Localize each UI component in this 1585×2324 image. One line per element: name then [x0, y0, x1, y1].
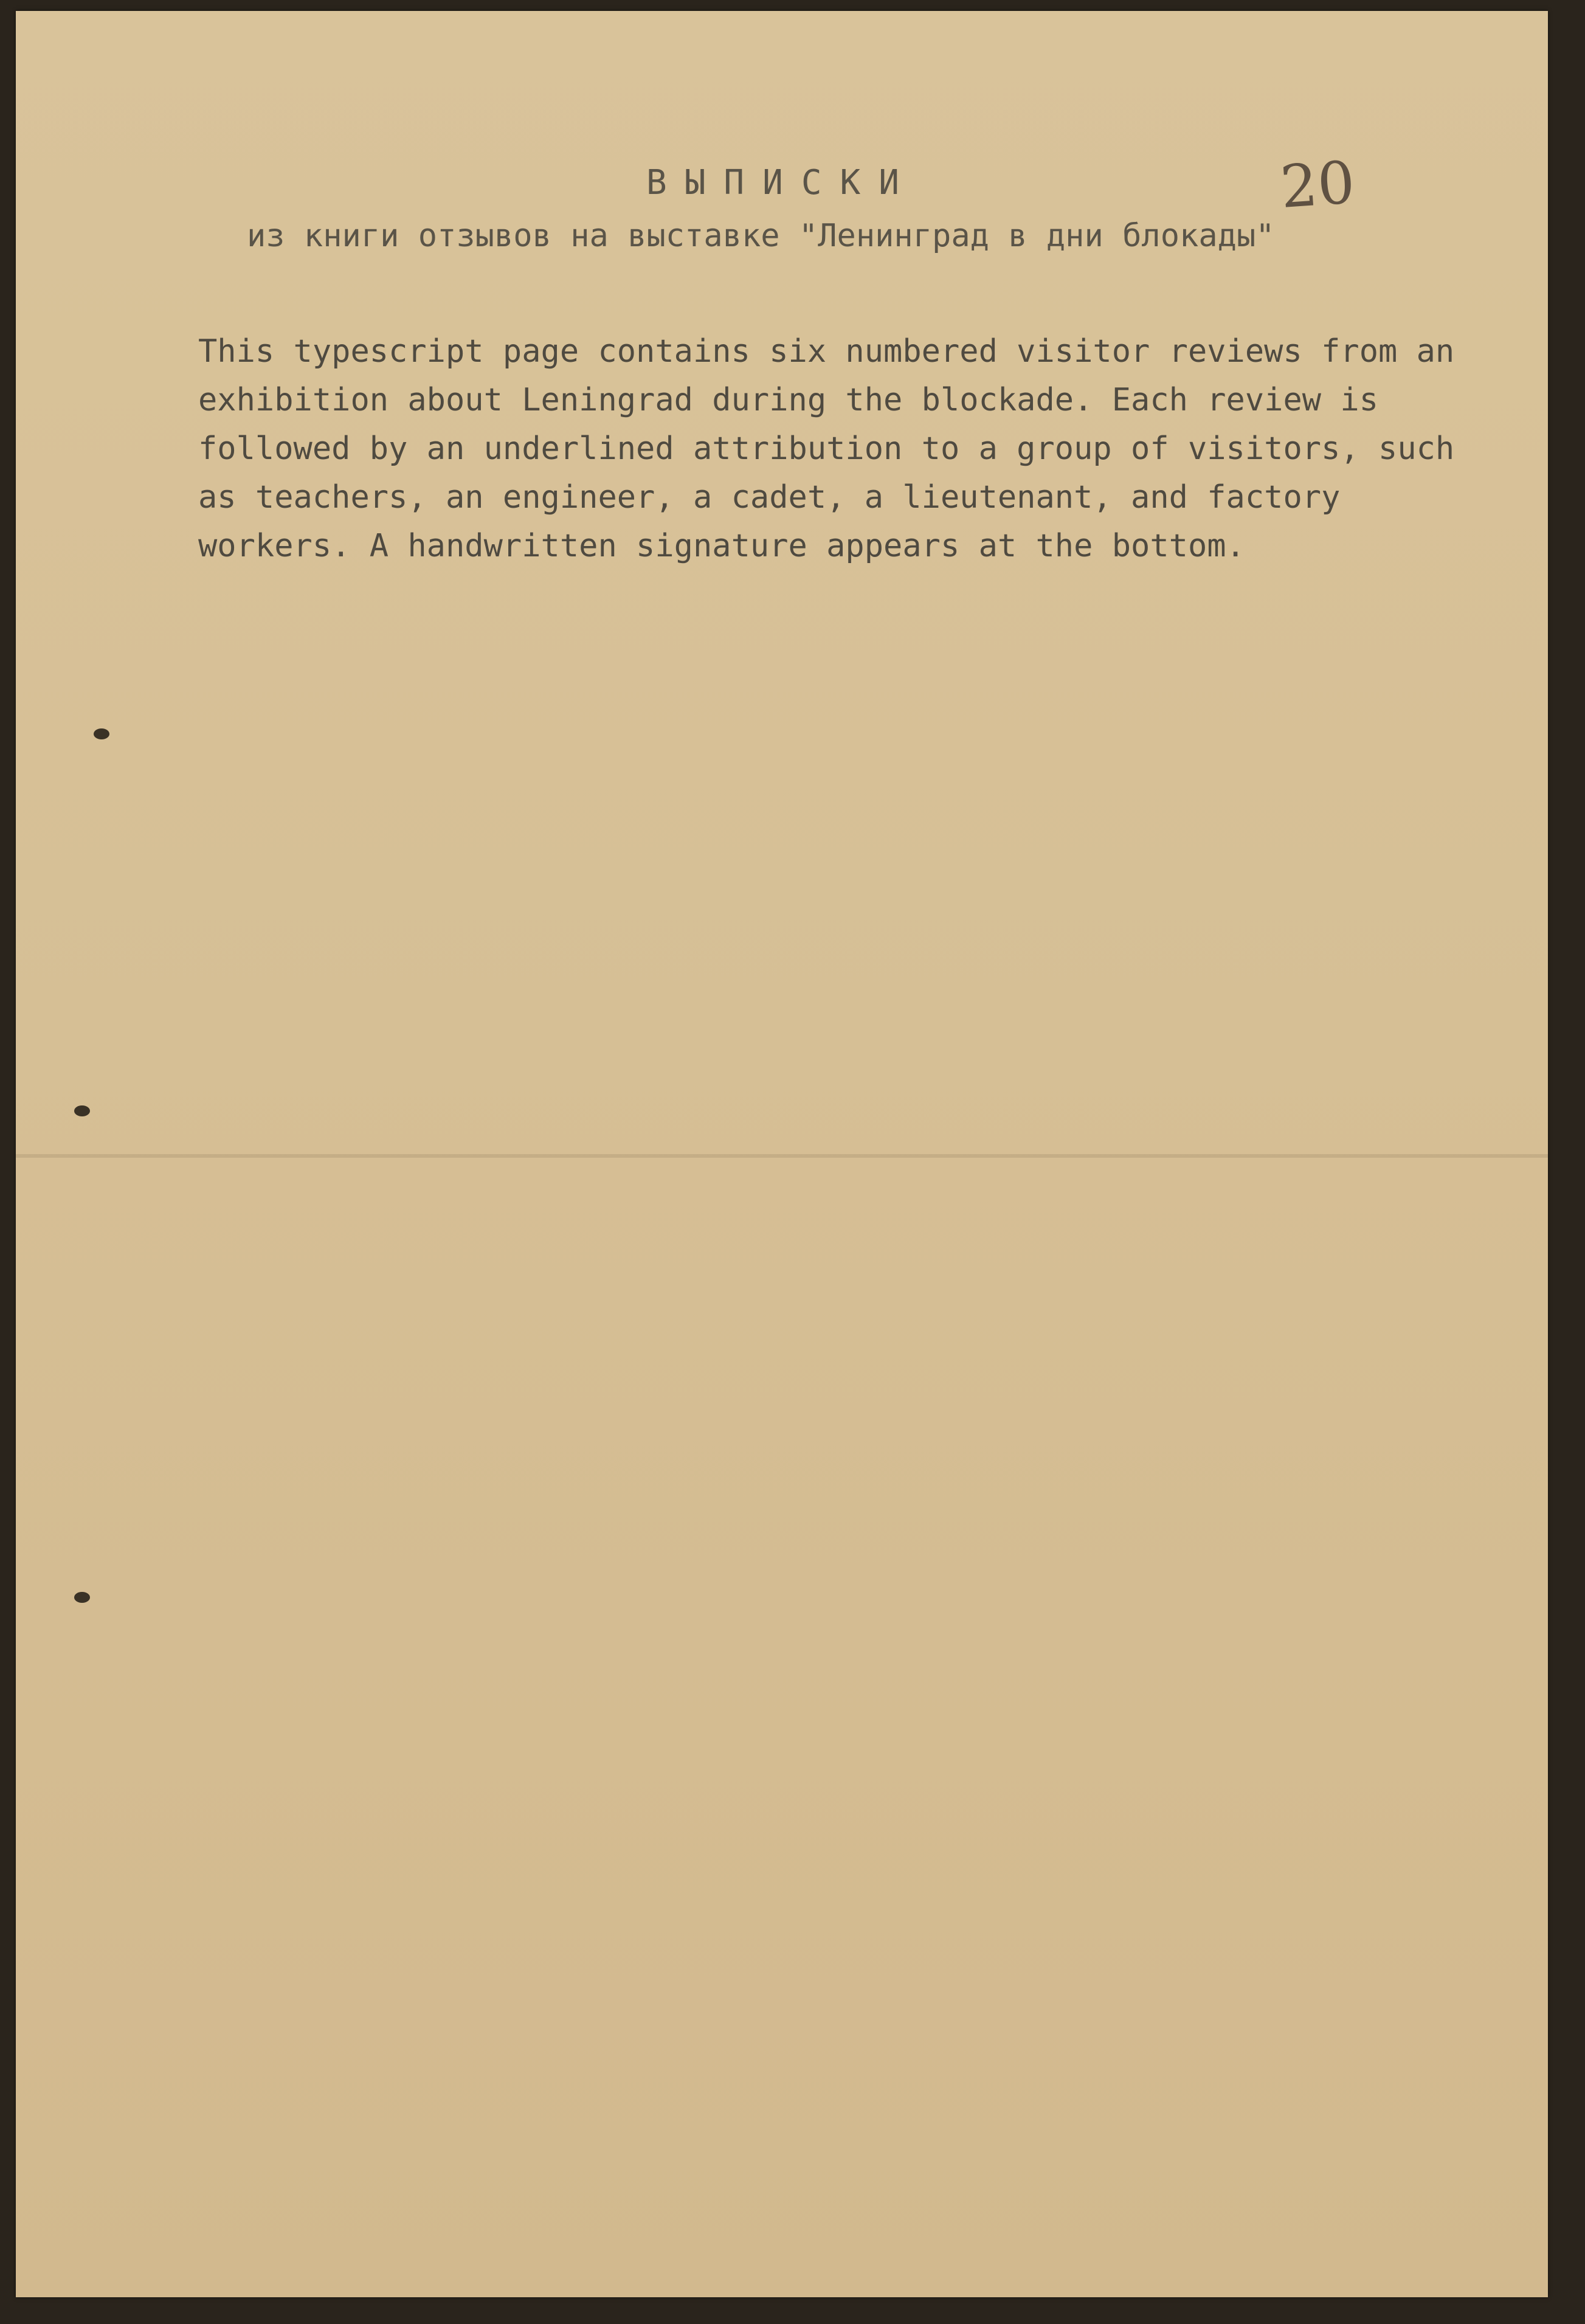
document-summary: This typescript page contains six numbered visitor reviews from an exhibition about Leningrad during the blockade. Each review is followed by an underlined attribution to a group of visitors, such as teachers, an engineer, a cadet, a lieutenant, and factory workers. A handwritten signature appears at the bottom.	[198, 333, 1474, 564]
document-subtitle: из книги отзывов на выставке "Ленинград в дни блокады"	[247, 218, 1275, 254]
page-number: 20	[1278, 148, 1357, 222]
punch-hole	[94, 728, 109, 739]
fold-line	[16, 1154, 1548, 1158]
punch-hole	[74, 1105, 90, 1116]
document-sheet	[16, 11, 1548, 2297]
punch-hole	[74, 1592, 90, 1603]
document-title: ВЫПИСКИ	[646, 163, 917, 202]
